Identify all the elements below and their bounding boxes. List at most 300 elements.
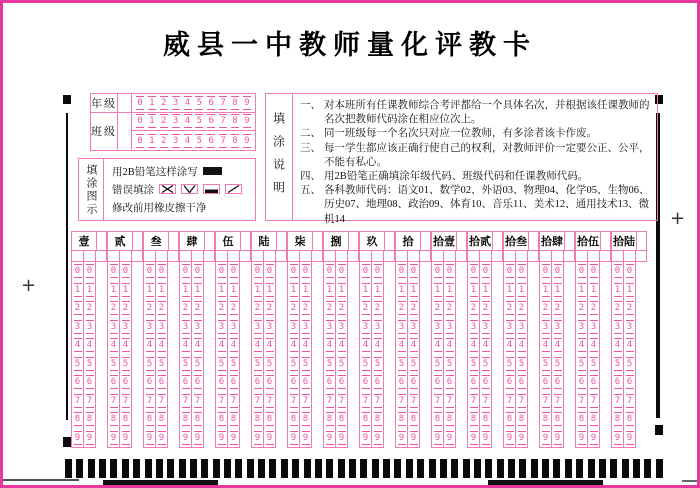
digit-bubble: 9 xyxy=(626,432,633,443)
digit-bubble: 5 xyxy=(518,358,525,369)
digit-bubble: 9 xyxy=(74,432,81,443)
bottom-edge-line xyxy=(3,479,79,481)
digit-bubble: 5 xyxy=(398,358,405,369)
digit-cell xyxy=(624,429,635,448)
digit-cell xyxy=(72,392,83,411)
digit-bubble: 4 xyxy=(578,340,585,351)
digit-cell xyxy=(516,373,527,392)
digit-cell xyxy=(552,281,563,300)
timing-bar xyxy=(383,459,390,478)
digit-cell xyxy=(216,410,227,429)
digit-bubble: 2 xyxy=(290,303,297,314)
header-gap-cell xyxy=(600,231,611,251)
digit-cell xyxy=(300,373,311,392)
column-gap xyxy=(456,262,467,448)
rank-header: 肆 xyxy=(179,231,205,251)
rank-column xyxy=(395,231,431,448)
digit-bubble: 8 xyxy=(542,414,549,425)
digit-cell xyxy=(516,281,527,300)
bottom-edge-mark xyxy=(488,480,603,485)
digit-bubble: 9 xyxy=(326,432,333,443)
instruction-number: 五、 xyxy=(300,185,321,197)
digit-cell xyxy=(396,410,407,429)
digit-cell xyxy=(408,410,419,429)
digit-cell xyxy=(228,281,239,300)
rank-header-row xyxy=(323,231,359,251)
digit-cell xyxy=(480,392,491,411)
digit-bubble: 1 xyxy=(149,135,155,146)
digit-bubble: 2 xyxy=(446,303,453,314)
digit-cell xyxy=(72,429,83,448)
digit-bubble: 8 xyxy=(146,414,153,425)
digit-bubble: 0 xyxy=(137,97,143,108)
digit-bubble: 1 xyxy=(194,284,201,295)
rank-header-row xyxy=(575,231,611,251)
digit-bubble: 0 xyxy=(362,266,369,277)
digit-bubble: 9 xyxy=(338,432,345,443)
digit-cell xyxy=(468,410,479,429)
digit-bubble: 4 xyxy=(194,340,201,351)
digit-bubble: 7 xyxy=(338,395,345,406)
digit-cell xyxy=(576,299,587,318)
digit-bubble: 7 xyxy=(518,395,525,406)
digit-bubble: 1 xyxy=(482,284,489,295)
digit-cell xyxy=(108,355,119,374)
digit-bubble: 8 xyxy=(326,414,333,425)
digit-bubble: 8 xyxy=(122,414,129,425)
header-gap-cell xyxy=(384,231,395,251)
digit-bubble: 3 xyxy=(518,321,525,332)
rank-header: 捌 xyxy=(323,231,349,251)
digit-bubble: 5 xyxy=(338,358,345,369)
digit-cell xyxy=(360,262,371,281)
rank-answer-grid xyxy=(71,231,647,448)
digit-cell xyxy=(552,262,563,281)
digit-bubble: 7 xyxy=(362,395,369,406)
digit-bubble: 0 xyxy=(290,266,297,277)
digit-cell xyxy=(372,392,383,411)
digit-cell xyxy=(264,410,275,429)
digit-bubble: 0 xyxy=(614,266,621,277)
digit-bubble: 0 xyxy=(482,266,489,277)
sub-gap-cell xyxy=(239,250,251,262)
digit-bubble: 4 xyxy=(410,340,417,351)
digit-cell xyxy=(120,429,131,448)
digit-cell xyxy=(180,299,191,318)
digit-bubble: 4 xyxy=(374,340,381,351)
digit-cell xyxy=(360,281,371,300)
digit-cell xyxy=(180,410,191,429)
digit-bubble: 1 xyxy=(326,284,333,295)
digit-strips xyxy=(467,262,503,448)
timing-bar xyxy=(292,459,299,478)
digit-strip xyxy=(443,261,456,448)
digit-bubble: 8 xyxy=(266,414,273,425)
digit-cell xyxy=(432,392,443,411)
digit-cell xyxy=(108,299,119,318)
digit-bubble: 1 xyxy=(338,284,345,295)
digit-bubble: 6 xyxy=(158,377,165,388)
digit-bubble: 3 xyxy=(122,321,129,332)
rank-header-row xyxy=(287,231,323,251)
digit-bubble: 4 xyxy=(626,340,633,351)
digit-bubble: 7 xyxy=(194,395,201,406)
digit-cell xyxy=(480,336,491,355)
digit-cell xyxy=(468,299,479,318)
digit-bubble: 0 xyxy=(398,266,405,277)
rank-header-row xyxy=(395,231,431,251)
digit-cell xyxy=(516,299,527,318)
digit-cell xyxy=(504,392,515,411)
digit-bubble: 5 xyxy=(362,358,369,369)
digit-bubble: 0 xyxy=(446,266,453,277)
digit-cell xyxy=(192,429,203,448)
digit-bubble: 7 xyxy=(146,395,153,406)
digit-cell xyxy=(624,336,635,355)
digit-bubble: 1 xyxy=(182,284,189,295)
rank-header-row xyxy=(359,231,395,251)
digit-bubble: 1 xyxy=(86,284,93,295)
grade-class-box xyxy=(90,93,256,151)
digit-cell xyxy=(336,281,347,300)
digit-cell xyxy=(180,336,191,355)
digit-cell xyxy=(372,410,383,429)
class-label: 班级 xyxy=(91,113,118,150)
digit-bubble: 7 xyxy=(74,395,81,406)
digit-cell xyxy=(468,373,479,392)
digit-cell xyxy=(300,392,311,411)
digit-cell xyxy=(300,429,311,448)
digit-bubble: 5 xyxy=(614,358,621,369)
digit-bubble: 5 xyxy=(182,358,189,369)
digit-bubble: 8 xyxy=(578,414,585,425)
digit-bubble: 2 xyxy=(161,97,167,108)
digit-bubble: 3 xyxy=(218,321,225,332)
timing-bar xyxy=(258,459,265,478)
digit-cell xyxy=(372,355,383,374)
digit-bubble: 3 xyxy=(482,321,489,332)
digit-bubble: 3 xyxy=(194,321,201,332)
digit-bubble: 6 xyxy=(208,135,214,146)
digit-cell xyxy=(516,355,527,374)
digit-cell xyxy=(540,299,551,318)
digit-strip xyxy=(263,261,276,448)
digit-cell xyxy=(360,336,371,355)
rank-header-row xyxy=(467,231,503,251)
digit-bubble: 2 xyxy=(302,303,309,314)
digit-cell xyxy=(360,355,371,374)
digit-cell xyxy=(120,410,131,429)
digit-bubble: 5 xyxy=(196,97,203,108)
timing-bar xyxy=(145,459,152,478)
digit-bubble: 4 xyxy=(482,340,489,351)
digit-bubble: 2 xyxy=(161,116,167,127)
sub-gap-cell xyxy=(275,250,287,262)
digit-cell xyxy=(444,410,455,429)
digit-bubble: 8 xyxy=(338,414,345,425)
instruction-text: 对本班所有任课教师综合考评都给一个具体名次，并根据该任课教师的名次把教师代码涂在相应位次上。 xyxy=(324,100,650,126)
digit-cell xyxy=(108,373,119,392)
digit-cell xyxy=(588,429,599,448)
digit-bubble: 7 xyxy=(470,395,477,406)
digit-cell xyxy=(180,355,191,374)
digit-cell xyxy=(504,336,515,355)
timing-bar xyxy=(224,459,231,478)
header-gap-cell xyxy=(456,231,467,251)
digit-cell xyxy=(444,392,455,411)
digit-cell xyxy=(432,355,443,374)
timing-bar xyxy=(565,459,572,478)
sub-gap-cell xyxy=(419,250,431,262)
rank-header-row xyxy=(431,231,467,251)
wrong-guide-line xyxy=(112,182,255,197)
sub-gap-cell xyxy=(311,250,323,262)
digit-cell xyxy=(72,299,83,318)
timing-bar xyxy=(99,459,106,478)
digit-cell xyxy=(504,410,515,429)
digit-cell xyxy=(72,281,83,300)
digit-cell xyxy=(516,336,527,355)
digit-cell xyxy=(396,336,407,355)
rank-header-row xyxy=(215,231,251,251)
digit-cell xyxy=(324,336,335,355)
digit-cell xyxy=(300,281,311,300)
digit-strip xyxy=(623,261,636,448)
digit-cell xyxy=(396,373,407,392)
rank-column xyxy=(539,231,575,448)
digit-cell xyxy=(192,318,203,337)
digit-bubble: 0 xyxy=(554,266,561,277)
digit-cell xyxy=(480,429,491,448)
rank-column xyxy=(359,231,395,448)
digit-cell xyxy=(156,373,167,392)
digit-bubble: 2 xyxy=(518,303,525,314)
slash-box-icon xyxy=(225,184,242,194)
timing-bar xyxy=(213,459,220,478)
timing-bar xyxy=(281,459,288,478)
digit-cell xyxy=(432,410,443,429)
digit-cell xyxy=(372,262,383,281)
header-gap-cell xyxy=(168,231,179,251)
digit-bubble: 7 xyxy=(220,116,226,127)
digit-strips xyxy=(575,262,611,448)
digit-cell xyxy=(192,355,203,374)
digit-bubble: 5 xyxy=(374,358,381,369)
fill-guide-label: 填涂图示 xyxy=(79,159,104,220)
digit-cell xyxy=(72,373,83,392)
digit-cell xyxy=(252,373,263,392)
rank-column xyxy=(611,231,647,448)
digit-cell xyxy=(540,410,551,429)
digit-cell xyxy=(216,429,227,448)
digit-cell xyxy=(84,336,95,355)
digit-bubble: 4 xyxy=(470,340,477,351)
digit-cell xyxy=(360,392,371,411)
instruction-item xyxy=(300,142,651,170)
digit-bubble: 1 xyxy=(614,284,621,295)
digit-bubble: 6 xyxy=(326,377,333,388)
digit-bubble: 1 xyxy=(434,284,441,295)
digit-cell xyxy=(156,392,167,411)
digit-cell xyxy=(408,336,419,355)
digit-strip xyxy=(155,261,168,448)
digit-bubble: 0 xyxy=(374,266,381,277)
timing-bar xyxy=(633,459,640,478)
digit-bubble: 1 xyxy=(110,284,117,295)
timing-bar xyxy=(156,459,163,478)
digit-bubble: 1 xyxy=(398,284,405,295)
rank-header: 玖 xyxy=(359,231,385,251)
digit-cell xyxy=(264,262,275,281)
digit-cell xyxy=(156,355,167,374)
digit-bubble: 7 xyxy=(220,97,226,108)
digit-cell xyxy=(144,299,155,318)
digit-strip xyxy=(407,261,420,448)
digit-bubble: 1 xyxy=(149,116,155,127)
digit-cell xyxy=(336,392,347,411)
digit-cell xyxy=(396,299,407,318)
digit-bubble: 6 xyxy=(554,377,561,388)
filled-rect-icon xyxy=(203,167,222,175)
digit-bubble: 8 xyxy=(110,414,117,425)
digit-cell xyxy=(156,262,167,281)
digit-bubble: 4 xyxy=(614,340,621,351)
rank-header-row xyxy=(611,231,647,251)
digit-cell xyxy=(408,318,419,337)
digit-bubble: 0 xyxy=(266,266,273,277)
digit-cell xyxy=(516,318,527,337)
digit-cell xyxy=(576,355,587,374)
digit-strips xyxy=(359,262,395,448)
timing-bar xyxy=(485,459,492,478)
rank-column xyxy=(323,231,359,448)
column-gap xyxy=(600,262,611,448)
digit-bubble: 4 xyxy=(146,340,153,351)
digit-bubble: 9 xyxy=(146,432,153,443)
digit-cell xyxy=(468,355,479,374)
digit-bubble: 9 xyxy=(244,135,250,146)
header-gap-cell xyxy=(348,231,359,251)
digit-cell xyxy=(360,410,371,429)
digit-bubble: 7 xyxy=(590,395,597,406)
digit-cell xyxy=(468,318,479,337)
digit-bubble: 5 xyxy=(326,358,333,369)
digit-strips xyxy=(143,262,179,448)
digit-bubble: 8 xyxy=(254,414,261,425)
digit-bubble: 1 xyxy=(74,284,81,295)
digit-bubble: 2 xyxy=(362,303,369,314)
digit-cell xyxy=(444,373,455,392)
digit-bubble: 4 xyxy=(446,340,453,351)
digit-bubble: 4 xyxy=(290,340,297,351)
digit-cell xyxy=(516,429,527,448)
digit-strip xyxy=(335,261,348,448)
digit-cell xyxy=(588,355,599,374)
digit-bubble: 2 xyxy=(470,303,477,314)
digit-cell xyxy=(120,318,131,337)
digit-bubble: 6 xyxy=(218,377,225,388)
digit-bubble: 3 xyxy=(626,321,633,332)
rank-column xyxy=(503,231,539,448)
digit-bubble: 9 xyxy=(230,432,237,443)
sub-gap-cell xyxy=(167,250,179,262)
digit-strips xyxy=(287,262,323,448)
digit-cell xyxy=(588,410,599,429)
digit-cell xyxy=(144,429,155,448)
digit-bubble: 2 xyxy=(110,303,117,314)
digit-cell xyxy=(288,299,299,318)
sub-gap-cell xyxy=(455,250,467,262)
digit-bubble: 3 xyxy=(290,321,297,332)
digit-cell xyxy=(612,392,623,411)
digit-cell xyxy=(300,410,311,429)
digit-cell xyxy=(540,262,551,281)
column-gap xyxy=(96,262,107,448)
digit-cell xyxy=(576,392,587,411)
digit-cell xyxy=(504,281,515,300)
digit-cell xyxy=(144,392,155,411)
header-gap-cell xyxy=(528,231,539,251)
digit-bubble: 2 xyxy=(374,303,381,314)
registration-square xyxy=(63,95,71,104)
digit-cell xyxy=(504,318,515,337)
instruction-number: 一、 xyxy=(300,100,321,111)
digit-bubble: 6 xyxy=(626,377,633,388)
digit-bubble: 2 xyxy=(542,303,549,314)
bottom-edge-notch xyxy=(682,480,697,485)
digit-cell xyxy=(360,373,371,392)
column-gap xyxy=(276,262,287,448)
digit-bubble: 3 xyxy=(158,321,165,332)
digit-bubble: 9 xyxy=(110,432,117,443)
digit-cell xyxy=(144,355,155,374)
digit-bubble: 8 xyxy=(482,414,489,425)
rank-header: 壹 xyxy=(71,231,97,251)
rank-column xyxy=(143,231,179,448)
header-gap-cell xyxy=(636,231,647,251)
instruction-item xyxy=(300,99,651,127)
instruction-list xyxy=(293,94,657,225)
digit-cell xyxy=(552,392,563,411)
digit-bubble: 4 xyxy=(86,340,93,351)
digit-bubble: 9 xyxy=(290,432,297,443)
rank-header: 拾 xyxy=(395,231,421,251)
digit-strips xyxy=(323,262,359,448)
digit-cell xyxy=(588,392,599,411)
digit-cell xyxy=(552,355,563,374)
timing-bar xyxy=(417,459,424,478)
digit-cell xyxy=(372,299,383,318)
digit-strips xyxy=(503,262,539,448)
digit-bubble: 6 xyxy=(230,377,237,388)
digit-bubble: 0 xyxy=(326,266,333,277)
digit-bubble: 0 xyxy=(158,266,165,277)
digit-cell xyxy=(504,299,515,318)
timing-bar xyxy=(542,459,549,478)
timing-bar xyxy=(622,459,629,478)
sub-gap-cell xyxy=(491,250,503,262)
digit-bubble: 3 xyxy=(230,321,237,332)
timing-bar xyxy=(463,459,470,478)
digit-cell xyxy=(156,318,167,337)
digit-bubble: 3 xyxy=(374,321,381,332)
digit-bubble: 9 xyxy=(218,432,225,443)
digit-cell xyxy=(84,410,95,429)
digit-strip xyxy=(227,261,240,448)
digit-cell xyxy=(144,318,155,337)
digit-cell xyxy=(480,318,491,337)
digit-bubble: 9 xyxy=(542,432,549,443)
